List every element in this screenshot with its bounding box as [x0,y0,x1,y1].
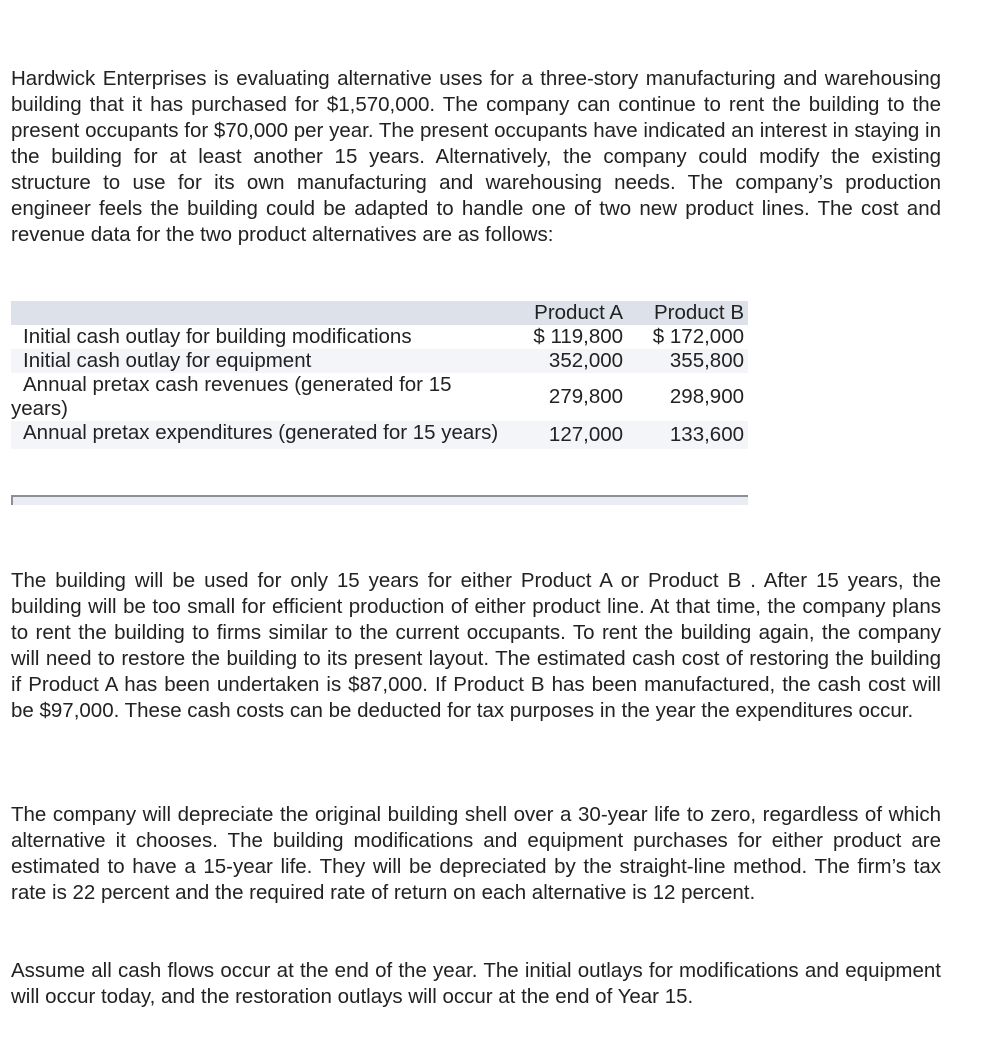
product-data-table [11,301,748,449]
row-label: Annual pretax cash revenues (generated for 15 years) [11,373,452,420]
header-product-b: Product B [653,301,744,324]
table-row [11,373,748,421]
row-label: Initial cash outlay for equipment [23,349,312,372]
header-product-a: Product A [534,301,624,324]
table-row [11,325,748,349]
row-label: Initial cash outlay for building modifications [23,325,412,348]
depreciation-paragraph: The company will depreciate the original building shell over a 30-year life to zero, regardless of which alternative it chooses. The building modifications and equipment purchases for either product are estimated to have a 15-year life. They will be depreciated by the straight-line method. The firm’s tax rate is 22 percent and the required rate of return on each alternative is 12 percent. [11,803,941,904]
assumptions-paragraph: Assume all cash flows occur at the end of the year. The initial outlays for modifications and equipment will occur today, and the restoration outlays will occur at the end of Year 15. [11,959,941,1008]
row-label: Annual pretax expenditures (generated for 15 years) [23,421,499,444]
product-b-value: 298,900 [669,385,744,408]
intro-paragraph: Hardwick Enterprises is evaluating alternative uses for a three-story manufacturing and warehousing building that it has purchased for $1,570,000. The company can continue to rent the building to the present occupants for $70,000 per year. The present occupants have indicated an interest in staying in the building for at least another 15 years. Alternatively, the company could modify the existing structure to use for its own manufacturing and warehousing needs. The company’s production engineer feels the building could be adapted to handle one of two new product lines. The cost and revenue data for the two product alternatives are as follows: [11,67,941,246]
table-header-row [11,301,748,325]
product-b-value: $ 172,000 [652,325,744,348]
product-b-value: 133,600 [669,423,744,446]
restoration-paragraph: The building will be used for only 15 years for either Product A or Product B . After 15 years, the building will be too small for efficient production of either product line. At that time, the company plans to rent the building to firms similar to the current occupants. To rent the building again, the company will need to restore the building to its present layout. The estimated cash cost of restoring the building if Product A has been undertaken is $87,000. If Product B has been manufactured, the cash cost will be $97,000. These cash costs can be deducted for tax purposes in the year the expenditures occur. [11,569,941,722]
table-row [11,349,748,373]
product-a-value: 279,800 [548,385,624,408]
product-a-value: $ 119,800 [533,325,624,348]
table-row [11,421,748,449]
product-b-value: 355,800 [669,349,744,372]
table-horizontal-scrollbar[interactable] [11,495,748,505]
product-a-value: 127,000 [548,423,624,446]
product-a-value: 352,000 [548,349,624,372]
